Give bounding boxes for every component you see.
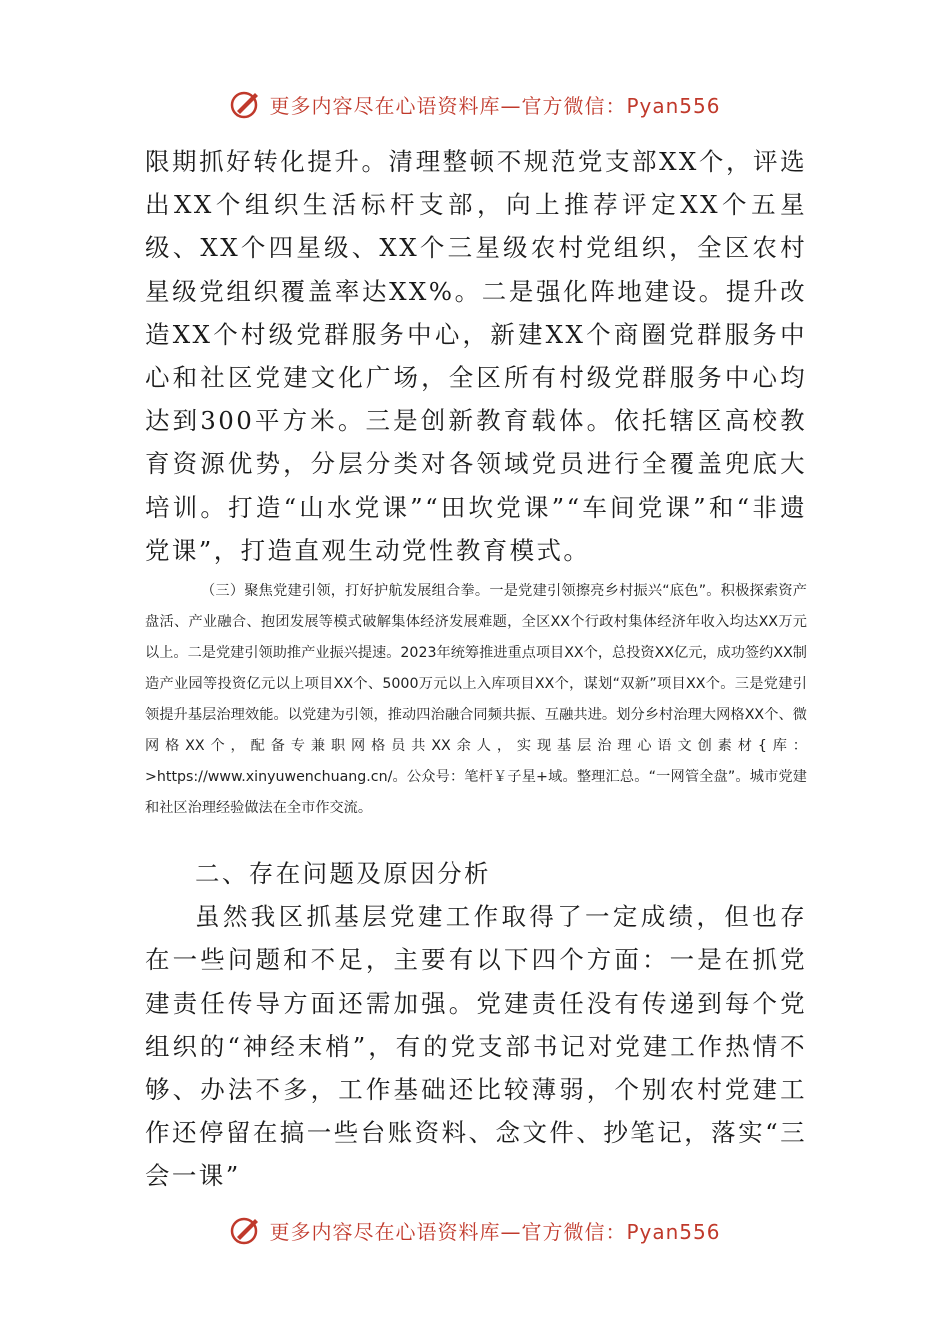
pen-logo-icon <box>229 1213 263 1247</box>
section-heading: 二、存在问题及原因分析 <box>195 859 491 888</box>
paragraph-text: 虽然我区抓基层党建工作取得了一定成绩，但也存在一些问题和不足，主要有以下四个方面：一是在抓党建责任传导方面还需加强。党建责任没有传递到每个党组织的“神经末梢”，有的党支部书记对党建工作热情不够、办法不多，工作基础还比较薄弱，个别农村党建工作还停留在搞一些台账资料、念文件、抄笔记，落实“三会一课” <box>145 902 807 1191</box>
section-two <box>145 852 807 1198</box>
watermark-header <box>0 84 950 124</box>
pen-logo-icon <box>229 87 263 121</box>
paragraph-text: （三）聚焦党建引领，打好护航发展组合拳。一是党建引领擦亮乡村振兴“底色”。积极探索资产盘活、产业融合、抱团发展等模式破解集体经济发展难题，全区XX个行政村集体经济年收入均达XX万元以上。二是党建引领助推产业振兴提速。2023年统筹推进重点项目XX个，总投资XX亿元，成功签约XX制造产业园等投资亿元以上项目XX个、5000万元以上入库项目XX个，谋划“双新”项目XX个。三是党建引领提升基层治理效能。以党建为引领，推动四治融合同频共振、互融共进。划分乡村治理大网格XX个、微网格XX个，配备专兼职网格员共XX余人，实现基层治理心语文创素材{库：>https://www.xinyuwenchuang.cn/。公众号：笔杆￥子星+域。整理汇总。“一网管全盘”。城市党建和社区治理经验做法在全市作交流。 <box>145 583 807 816</box>
body-paragraph-small <box>145 576 807 824</box>
paragraph-text: 限期抓好转化提升。清理整顿不规范党支部XX个，评选出XX个组织生活标杆支部，向上推荐评定XX个五星级、XX个四星级、XX个三星级农村党组织，全区农村星级党组织覆盖率达XX%。二是强化阵地建设。提升改造XX个村级党群服务中心，新建XX个商圈党群服务中心和社区党建文化广场，全区所有村级党群服务中心均达到300平方米。三是创新教育载体。依托辖区高校教育资源优势，分层分类对各领域党员进行全覆盖兜底大培训。打造“山水党课”“田坎党课”“车间党课”和“非遗党课”，打造直观生动党性教育模式。 <box>145 147 807 565</box>
body-paragraph-top <box>145 140 807 572</box>
watermark-footer <box>0 1210 950 1250</box>
watermark-text: 更多内容尽在心语资料库—官方微信：Pyan556 <box>269 93 721 118</box>
watermark-text: 更多内容尽在心语资料库—官方微信：Pyan556 <box>269 1219 721 1244</box>
